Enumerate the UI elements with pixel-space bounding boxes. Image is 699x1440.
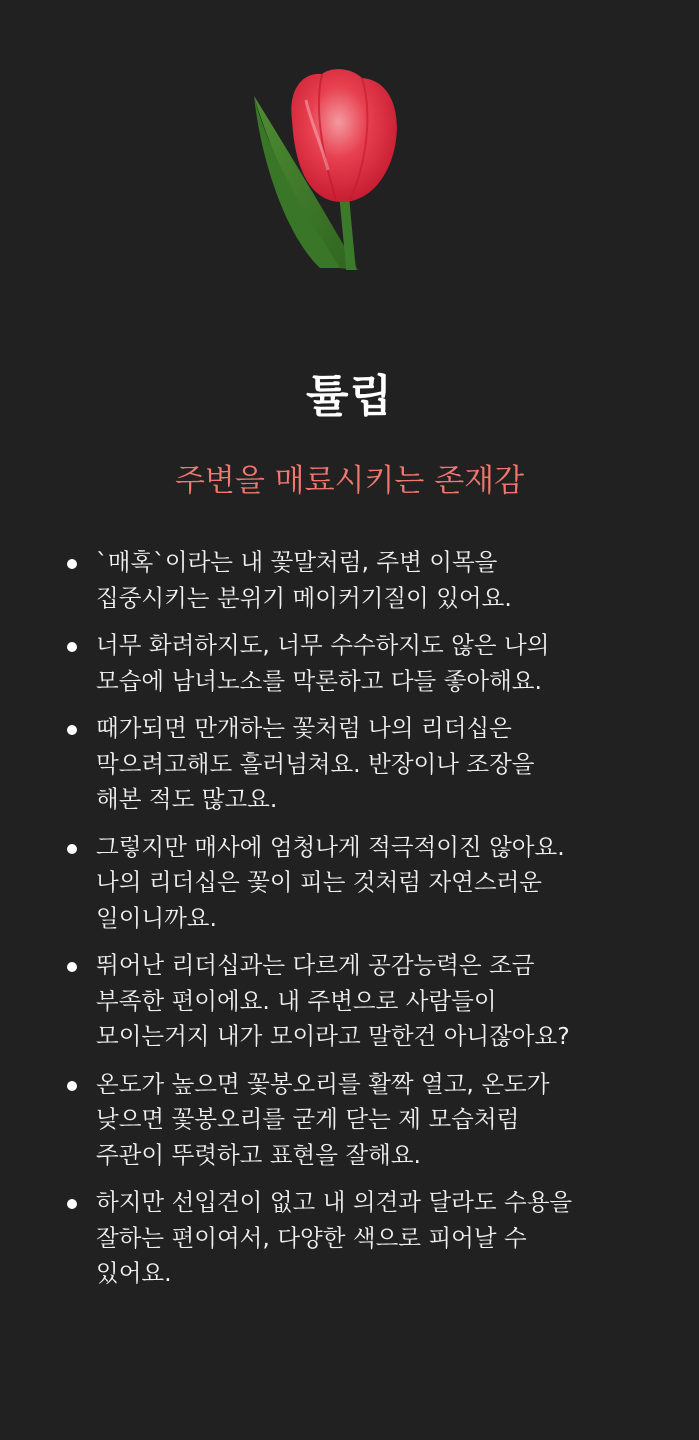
trait-line: 해본 적도 많고요. bbox=[96, 785, 278, 813]
trait-line: 잘하는 편이여서, 다양한 색으로 피어날 수 bbox=[96, 1223, 527, 1252]
trait-line: 뛰어난 리더십과는 다르게 공감능력은 조금 bbox=[96, 951, 535, 979]
trait-line: 일이니까요. bbox=[96, 903, 217, 932]
trait-line: 온도가 높으면 꽃봉오리를 활짝 열고, 온도가 bbox=[96, 1069, 550, 1098]
trait-line: `매혹`이라는 내 꽃말처럼, 주변 이목을 bbox=[96, 548, 498, 576]
trait-item bbox=[0, 830, 699, 937]
trait-line: 그렇지만 매사에 엄청나게 적극적이진 않아요. bbox=[96, 832, 565, 861]
trait-item bbox=[0, 545, 699, 616]
trait-item bbox=[0, 1067, 699, 1174]
trait-item bbox=[0, 948, 699, 1055]
trait-item bbox=[0, 628, 699, 699]
trait-line: 너무 화려하지도, 너무 수수하지도 않은 나의 bbox=[96, 631, 550, 659]
trait-line: 집중시키는 분위기 메이커기질이 있어요. bbox=[96, 583, 512, 612]
hero-section bbox=[0, 0, 699, 340]
trait-line: 있어요. bbox=[96, 1259, 172, 1287]
trait-line: 나의 리더십은 꽃이 피는 것처럼 자연스러운 bbox=[96, 868, 542, 896]
trait-line: 모이는거지 내가 모이라고 말한건 아니잖아요? bbox=[96, 1022, 570, 1050]
tulip-icon bbox=[240, 60, 410, 280]
trait-line: 모습에 남녀노소를 막론하고 다들 좋아해요. bbox=[96, 666, 542, 695]
flower-name: 튤립 bbox=[305, 371, 393, 422]
trait-line: 막으려고해도 흘러넘쳐요. 반장이나 조장을 bbox=[96, 749, 535, 778]
trait-item bbox=[0, 711, 699, 818]
trait-line: 하지만 선입견이 없고 내 의견과 달라도 수용을 bbox=[96, 1188, 573, 1216]
trait-list bbox=[0, 545, 699, 1304]
trait-line: 부족한 편이에요. 내 주변으로 사람들이 bbox=[96, 986, 497, 1015]
trait-line: 주관이 뚜렷하고 표현을 잘해요. bbox=[96, 1140, 421, 1169]
trait-line: 때가되면 만개하는 꽃처럼 나의 리더십은 bbox=[96, 714, 512, 742]
trait-item bbox=[0, 1185, 699, 1292]
trait-line: 낮으면 꽃봉오리를 굳게 닫는 제 모습처럼 bbox=[96, 1105, 520, 1133]
flower-tagline: 주변을 매료시키는 존재감 bbox=[174, 463, 525, 499]
